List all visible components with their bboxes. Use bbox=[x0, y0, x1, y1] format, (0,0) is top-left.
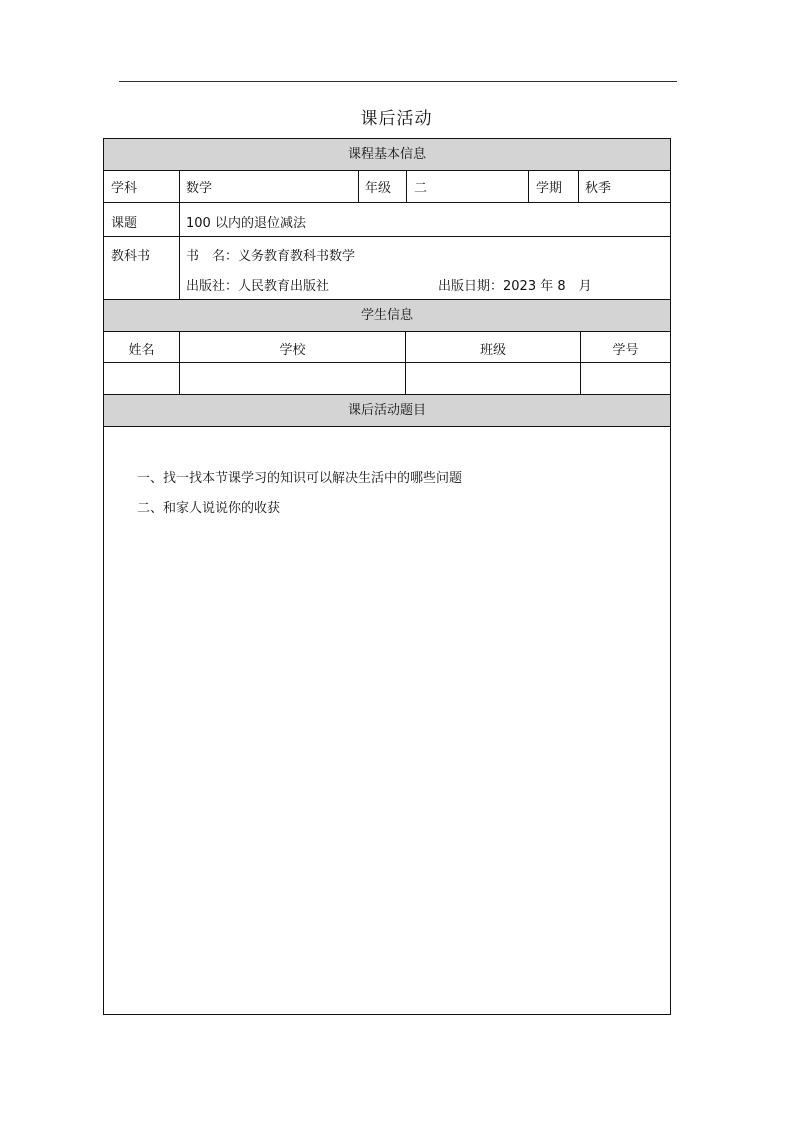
row-separator bbox=[104, 362, 670, 363]
divider bbox=[406, 171, 407, 202]
subject-value: 数学 bbox=[186, 181, 213, 196]
book-name-value: 义务教育教科书数学 bbox=[238, 249, 356, 264]
pub-date-line bbox=[438, 275, 592, 294]
pub-date-value: 2023 年 8 月 bbox=[503, 279, 592, 294]
divider bbox=[179, 332, 180, 394]
divider bbox=[578, 171, 579, 202]
publisher-line bbox=[186, 275, 329, 294]
textbook-label: 教科书 bbox=[111, 249, 151, 264]
column-header-name: 姓名 bbox=[128, 343, 155, 358]
row-separator bbox=[104, 202, 670, 203]
row-separator bbox=[104, 236, 670, 237]
header-rule bbox=[119, 81, 677, 82]
divider bbox=[179, 237, 180, 299]
activity-question-1: 一、找一找本节课学习的知识可以解决生活中的哪些问题 bbox=[137, 471, 463, 486]
student-info-header: 学生信息 bbox=[104, 300, 670, 332]
book-name-label: 书 名： bbox=[186, 249, 239, 264]
book-name-line bbox=[186, 245, 355, 264]
term-label: 学期 bbox=[536, 181, 563, 196]
column-header-class: 班级 bbox=[479, 343, 506, 358]
grade-label: 年级 bbox=[365, 181, 392, 196]
activity-question-2: 二、和家人说说你的收获 bbox=[137, 501, 281, 516]
divider bbox=[580, 332, 581, 394]
topic-value: 100 以内的退位减法 bbox=[186, 216, 306, 231]
term-value: 秋季 bbox=[585, 181, 612, 196]
divider bbox=[358, 171, 359, 202]
topic-label: 课题 bbox=[111, 216, 138, 231]
activity-form bbox=[103, 138, 671, 1015]
pub-date-label: 出版日期： bbox=[438, 279, 504, 294]
activity-header: 课后活动题目 bbox=[104, 395, 670, 427]
course-info-header: 课程基本信息 bbox=[104, 139, 670, 171]
page-title: 课后活动 bbox=[360, 109, 433, 129]
grade-value: 二 bbox=[414, 181, 428, 196]
divider bbox=[528, 171, 529, 202]
subject-label: 学科 bbox=[111, 181, 138, 196]
publisher-label: 出版社： bbox=[186, 279, 239, 294]
column-header-student-id: 学号 bbox=[612, 343, 639, 358]
publisher-value: 人民教育出版社 bbox=[238, 279, 330, 294]
divider bbox=[405, 332, 406, 394]
divider bbox=[179, 203, 180, 237]
column-header-school: 学校 bbox=[279, 343, 306, 358]
divider bbox=[179, 171, 180, 202]
